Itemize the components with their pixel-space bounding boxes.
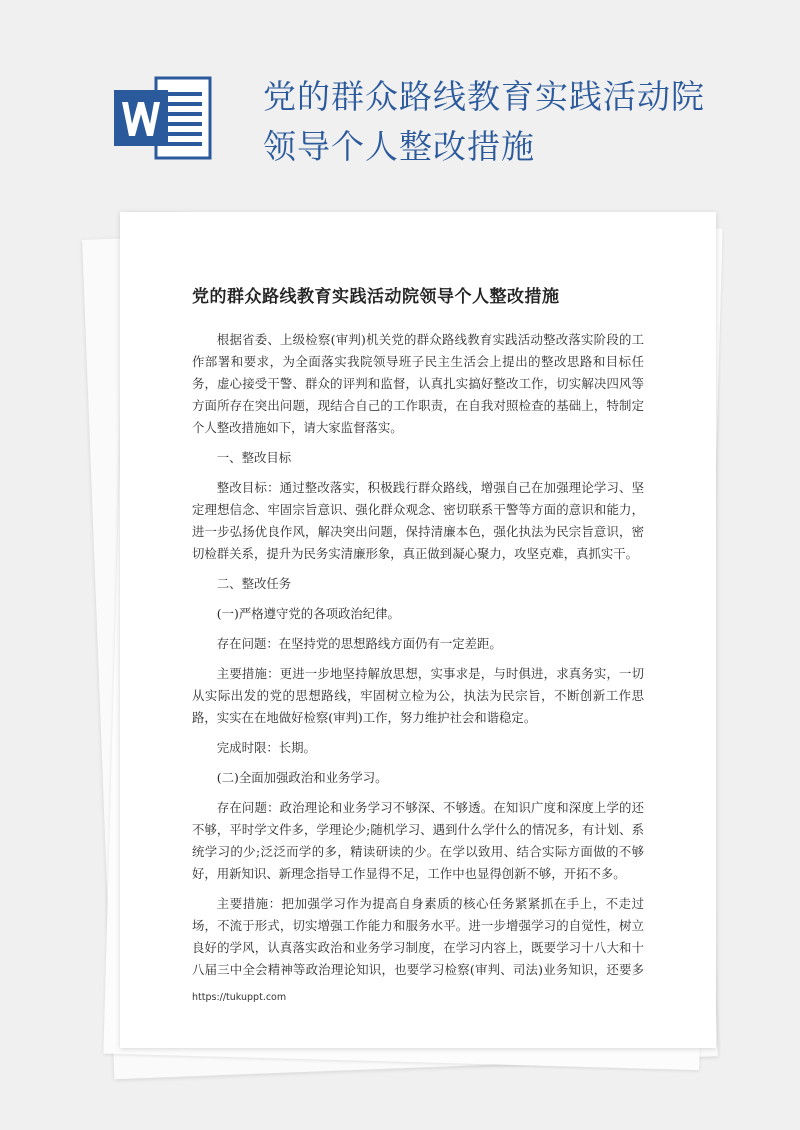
page-title-line2: 领导个人整改措施	[263, 127, 535, 166]
paragraph-deadline-1: 完成时限：长期。	[216, 740, 316, 755]
page-header	[0, 0, 800, 200]
paragraph-problem-1: 存在问题：在坚持党的思想路线方面仍有一定差距。	[216, 636, 502, 651]
word-document-icon	[112, 72, 212, 162]
page-title-line1: 党的群众路线教育实践活动院	[263, 77, 705, 116]
subheading-discipline: (一)严格遵守党的各项政治纪律。	[216, 606, 400, 621]
footer-url: https://tukuppt.com	[192, 992, 287, 1003]
subheading-study: (二)全面加强政治和业务学习。	[216, 770, 388, 785]
section-heading-goals: 一、整改目标	[216, 450, 292, 465]
document-page	[120, 212, 716, 1048]
paragraph-intro: 根据省委、上级检察(审判)机关党的群众路线教育实践活动整改落实阶段的工作部署和要求，为全面落实我院领导班子民主生活会上提出的整改思路和目标任务，虚心接受干警、群众的评判和监督，认真扎实搞好整改工作，切实解决四风等方面所存在突出问题，现结合自己的工作职责，在自我对照检查的基础上，特制定个人整改措施如下，请大家监督落实。	[192, 332, 644, 435]
paragraph-measures-2: 主要措施：把加强学习作为提高自身素质的核心任务紧紧抓在手上，不走过场，不流于形式，切实增强工作能力和服务水平。进一步增强学习的自觉性，树立良好的学风，认真落实政治和业务学习制度，在学习内容上，既要学习十八大和十八届三中全会精神等政治理论知识，也要学习检察(审判、司法)业务知识，还要多	[192, 896, 644, 977]
document-title: 党的群众路线教育实践活动院领导个人整改措施	[192, 287, 560, 307]
page-title	[263, 72, 783, 172]
paragraph-problem-2: 存在问题：政治理论和业务学习不够深、不够透。在知识广度和深度上学的还不够，平时学文件多，学理论少;随机学习、遇到什么学什么的情况多，有计划、系统学习的少;泛泛而学的多，精读研读的少。在学以致用、结合实际方面做的不够好，用新知识、新理念指导工作显得不足，工作中也显得创新不够，开拓不多。	[192, 800, 644, 881]
section-heading-tasks: 二、整改任务	[216, 576, 292, 591]
paragraph-measures-1: 主要措施：更进一步地坚持解放思想，实事求是，与时俱进，求真务实，一切从实际出发的党的思想路线，牢固树立检为公，执法为民宗旨，不断创新工作思路，实实在在地做好检察(审判)工作，努力维护社会和谐稳定。	[192, 666, 644, 725]
document-body	[192, 329, 644, 979]
paragraph-goals: 整改目标：通过整改落实，积极践行群众路线，增强自己在加强理论学习、坚定理想信念、牢固宗旨意识、强化群众观念、密切联系干警等方面的意识和能力，进一步弘扬优良作风，解决突出问题，保持清廉本色，强化执法为民宗旨意识，密切检群关系，提升为民务实清廉形象，真正做到凝心聚力，攻坚克难，真抓实干。	[192, 480, 644, 561]
